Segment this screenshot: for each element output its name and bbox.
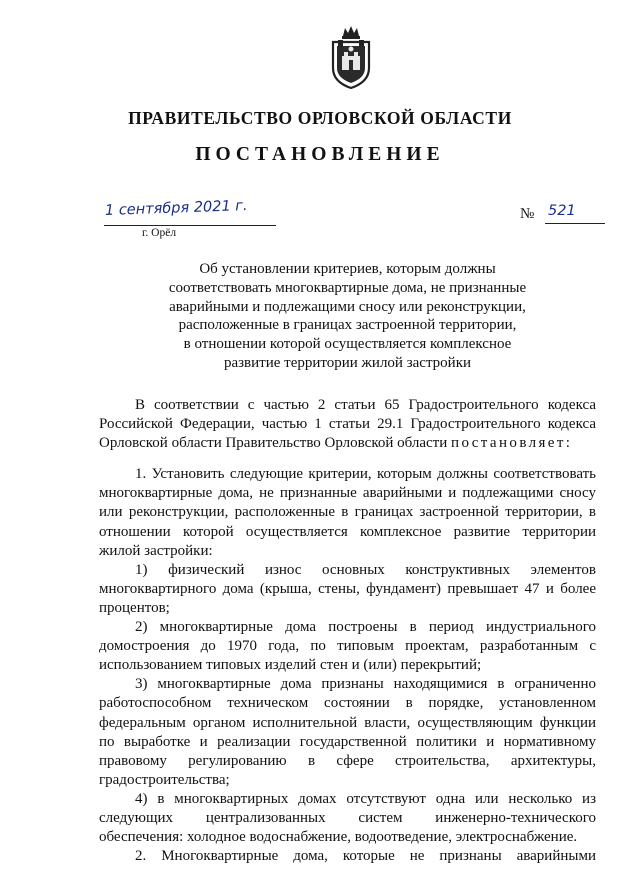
- number-label: №: [520, 206, 535, 222]
- document-title: [150, 260, 545, 373]
- date-underline: [104, 225, 276, 226]
- paragraph: 4) в многоквартирных домах отсутствуют одна или несколько из следующих централизованных систем инженерно-технического обеспечения: холодное водоснабжение, водоотведение, электроснабжение.: [99, 790, 596, 846]
- handwritten-date: 1 сентября 2021 г.: [104, 198, 248, 219]
- title-line: в отношении которой осуществляется комплексное: [183, 336, 512, 353]
- city: г. Орёл: [142, 227, 177, 239]
- title-line: Об установлении критериев, которым должны: [199, 261, 496, 277]
- document-type: ПОСТАНОВЛЕНИЕ: [195, 144, 445, 165]
- preamble: [99, 396, 596, 453]
- handwritten-number: 521: [548, 203, 576, 219]
- preamble-text: В соответствии с частью 2 статьи 65 Градостроительного кодекса Российской Федерации, частью 1 статьи 29.1 Градостроительного кодекса Орловской области Правительство Орловской области: [99, 397, 596, 452]
- government-name: ПРАВИТЕЛЬСТВО ОРЛОВСКОЙ ОБЛАСТИ: [128, 108, 512, 128]
- paragraph-last-line: 2. Многоквартирные дома, которые не признаны аварийными: [135, 848, 596, 865]
- title-line: развитие территории жилой застройки: [223, 354, 472, 371]
- number-underline: [545, 223, 605, 224]
- title-line: соответствовать многоквартирные дома, не признанные: [168, 279, 527, 296]
- paragraph: 1. Установить следующие критерии, которым должны соответствовать многоквартирные дома, не признанные аварийными и подлежащими сносу или реконструкции, расположенные в границах застроенной территории, в отношении которой осуществляется комплексное развитие территории жилой застройки:: [99, 466, 596, 559]
- title-line: расположенные в границах застроенной территории,: [178, 317, 517, 334]
- paragraph: 3) многоквартирные дома признаны находящимися в ограниченно работоспособном техническом состоянии в порядке, установленном федеральным органом исполнительной власти, осуществляющим функции по выработке и реализации государственной политики и нормативному правовому регулированию в сфере строительства, архитектуры, градостроительства;: [99, 676, 596, 788]
- document-body: [99, 396, 596, 866]
- coat-of-arms-icon: [329, 24, 373, 90]
- paragraph: 1) физический износ основных конструктивных элементов многоквартирного дома (крыша, стены, фундамент) превышает 47 и более процентов;: [99, 561, 596, 616]
- decree-number: [520, 203, 576, 223]
- resolution-word: постановляет:: [451, 435, 573, 452]
- title-line: аварийными и подлежащими сносу или реконструкции,: [169, 298, 526, 315]
- paragraph: 2) многоквартирные дома построены в период индустриального домостроения до 1970 года, по типовым проектам, разработанным с использованием типовых изделий стен и (или) перекрытий;: [99, 619, 596, 674]
